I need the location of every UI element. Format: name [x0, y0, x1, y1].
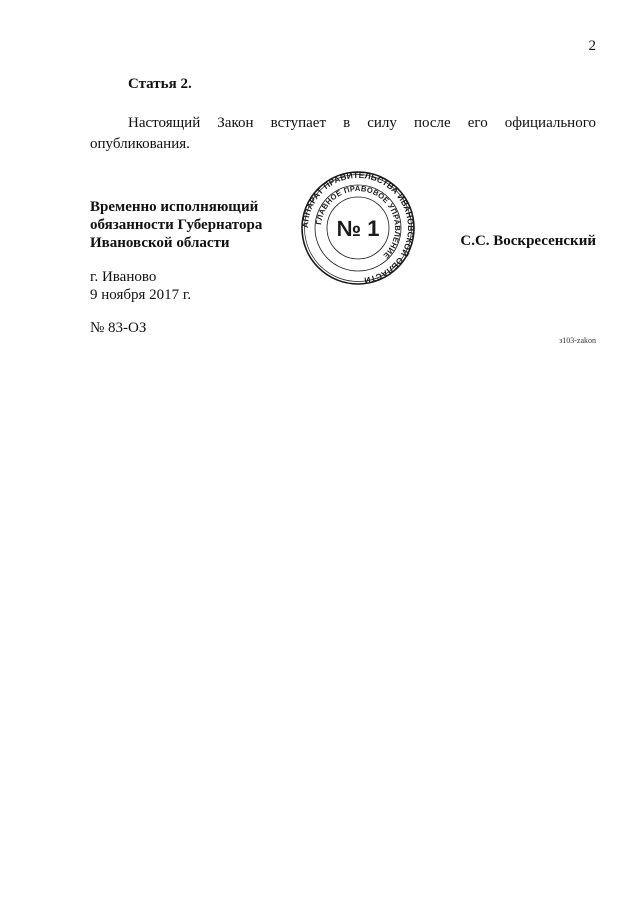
date: 9 ноября 2017 г. — [90, 287, 192, 303]
document-code: з103-zakon — [559, 336, 596, 345]
official-stamp — [300, 170, 416, 286]
signer-position — [90, 198, 300, 252]
signer-name: С.С. Воскресенский — [460, 233, 596, 249]
stamp-outer-text: АППАРАТ ПРАВИТЕЛЬСТВА ИВАНОВСКОЙ ОБЛАСТИ — [300, 170, 416, 286]
signer-position-line-2: обязанности Губернатора — [90, 217, 263, 233]
article-text-line-2: опубликования. — [90, 136, 190, 152]
signer-position-line-1: Временно исполняющий — [90, 199, 259, 215]
article-title: Статья 2. — [128, 76, 192, 92]
city: г. Иваново — [90, 269, 157, 285]
article-text — [90, 113, 596, 155]
place-and-date — [90, 268, 191, 304]
stamp-inner-text: ГЛАВНОЕ ПРАВОВОЕ УПРАВЛЕНИЕ — [314, 183, 403, 261]
law-number: № 83-ОЗ — [90, 320, 147, 336]
signer-position-line-3: Ивановской области — [90, 235, 230, 251]
article-text-line-1: Настоящий Закон вступает в силу после его официального — [128, 115, 596, 131]
stamp-center-text: № 1 — [336, 216, 380, 241]
page-number: 2 — [588, 38, 596, 54]
